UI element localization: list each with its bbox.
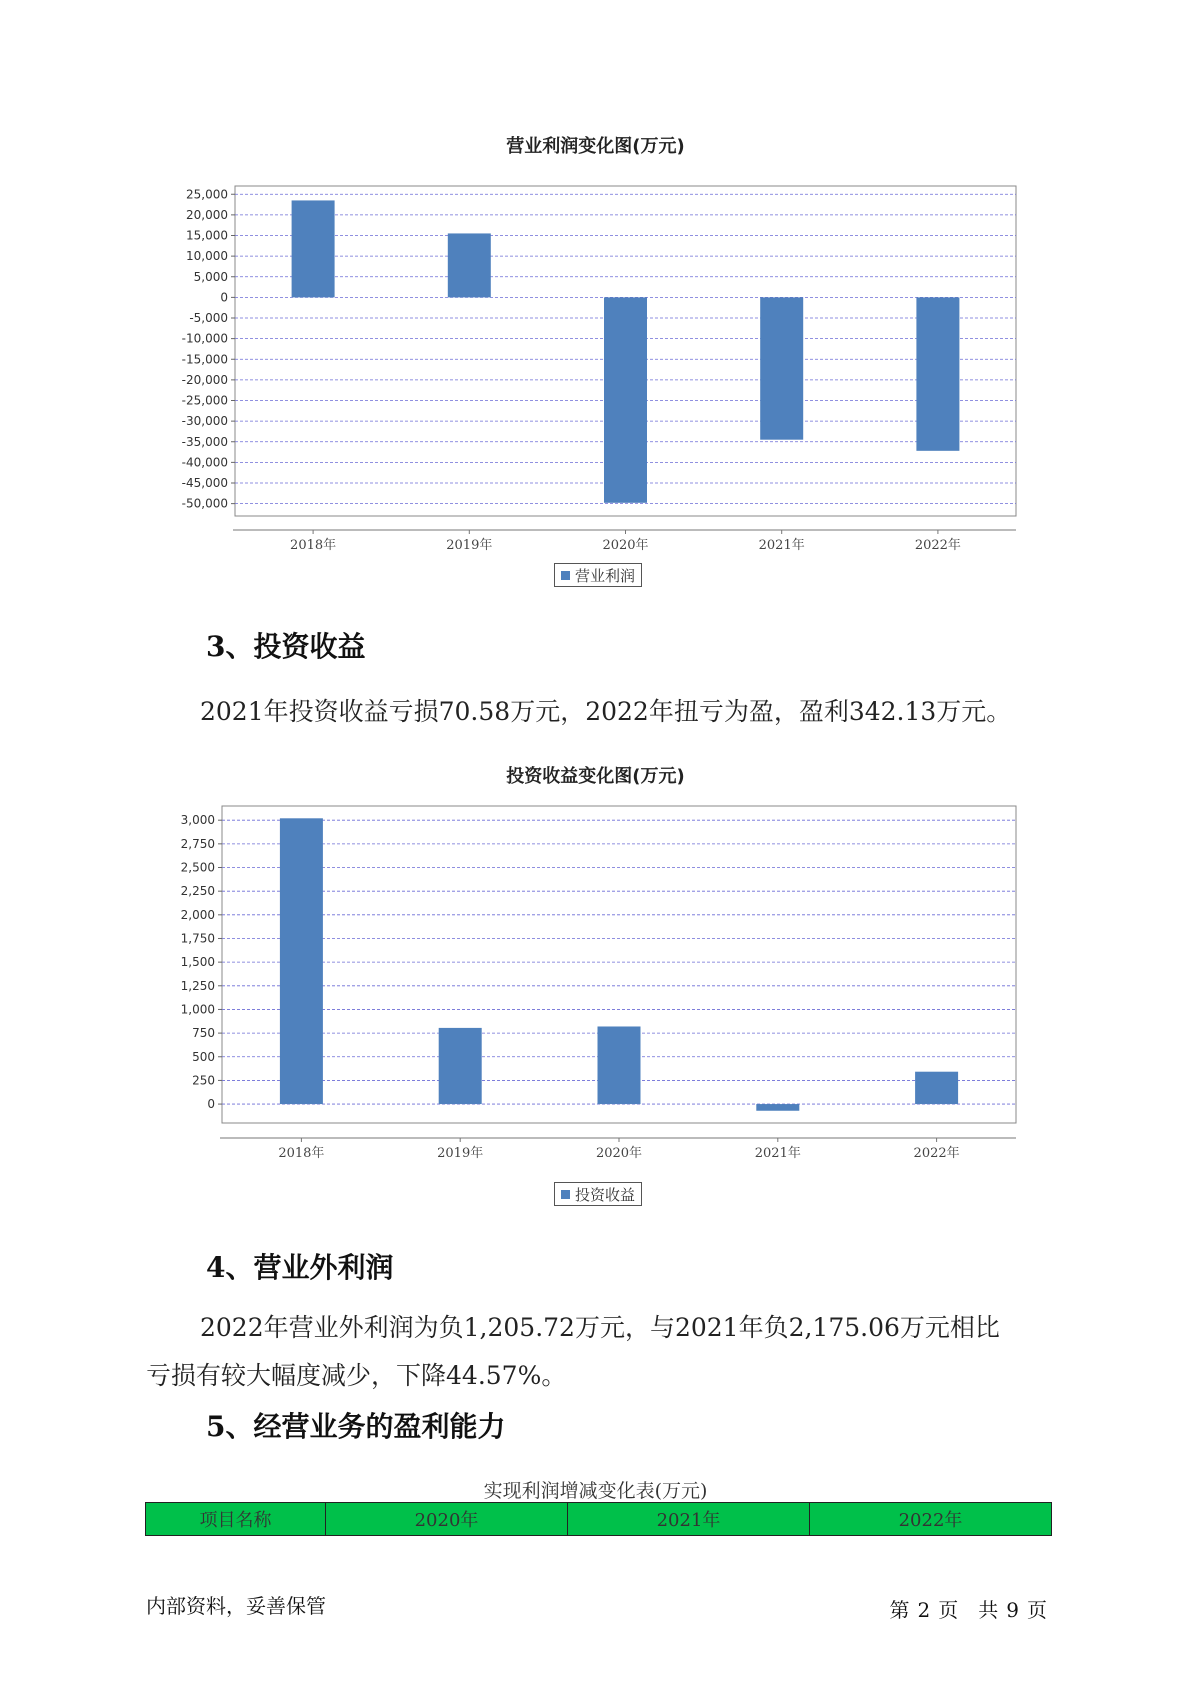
y-tick-label: -30,000 xyxy=(181,414,228,429)
y-tick-label: -20,000 xyxy=(181,372,228,387)
bar xyxy=(448,233,491,297)
y-tick-label: 10,000 xyxy=(186,249,228,264)
y-tick-label: 0 xyxy=(220,290,228,305)
x-tick-label: 2018年 xyxy=(278,1146,325,1161)
bar xyxy=(756,1104,799,1111)
table-header-cell: 2022年 xyxy=(810,1503,1052,1536)
chart1-legend-label: 营业利润 xyxy=(575,566,636,585)
x-tick-label: 2019年 xyxy=(437,1146,484,1161)
legend-swatch xyxy=(561,1190,570,1199)
page-suffix: 页 xyxy=(1027,1598,1047,1622)
chart2-legend xyxy=(554,1182,642,1206)
y-tick-label: 2,000 xyxy=(180,907,215,922)
y-tick-label: 3,000 xyxy=(180,813,215,828)
y-tick-label: 2,500 xyxy=(180,860,215,875)
x-tick-label: 2022年 xyxy=(913,1146,960,1161)
footer-page-number xyxy=(886,1594,1051,1623)
y-tick-label: 2,250 xyxy=(180,884,215,899)
profit-change-table xyxy=(145,1502,1052,1536)
y-tick-label: 25,000 xyxy=(186,187,228,202)
y-tick-label: 2,750 xyxy=(180,836,215,851)
y-tick-label: -15,000 xyxy=(181,352,228,367)
bar xyxy=(916,297,959,450)
bar xyxy=(604,297,647,502)
y-tick-label: 750 xyxy=(192,1026,215,1041)
chart2-title: 投资收益变化图(万元) xyxy=(506,766,685,787)
x-tick-label: 2021年 xyxy=(758,538,805,553)
bar xyxy=(760,297,803,439)
page-prefix: 第 xyxy=(889,1598,910,1622)
y-tick-label: 5,000 xyxy=(193,269,228,284)
y-tick-label: -50,000 xyxy=(181,496,228,511)
y-tick-label: -35,000 xyxy=(181,434,228,449)
legend-swatch xyxy=(561,571,570,580)
y-tick-label: 1,750 xyxy=(180,931,215,946)
table-header-cell: 2021年 xyxy=(568,1503,810,1536)
x-tick-label: 2019年 xyxy=(446,538,493,553)
page-current: 2 xyxy=(917,1598,931,1622)
investment-paragraph-text: 2021年投资收益亏损70.58万元，2022年扭亏为盈，盈利342.13万元。 xyxy=(200,697,1012,726)
y-tick-label: -10,000 xyxy=(181,331,228,346)
y-tick-label: 250 xyxy=(192,1073,215,1088)
chart1-title: 营业利润变化图(万元) xyxy=(506,136,685,157)
x-tick-label: 2018年 xyxy=(290,538,337,553)
table-header-cell: 2020年 xyxy=(326,1503,568,1536)
section-heading-investment: 3、投资收益 xyxy=(206,630,366,663)
chart2-legend-label: 投资收益 xyxy=(575,1185,636,1204)
operating-profit-chart xyxy=(0,160,1191,560)
y-tick-label: 1,000 xyxy=(180,1002,215,1017)
table-caption: 实现利润增减变化表(万元) xyxy=(483,1480,708,1502)
y-tick-label: 1,250 xyxy=(180,978,215,993)
chart1-legend xyxy=(554,563,642,587)
y-tick-label: -5,000 xyxy=(189,311,228,325)
table-header-cell: 项目名称 xyxy=(146,1503,326,1536)
investment-paragraph xyxy=(146,688,1051,736)
bar xyxy=(598,1026,641,1104)
non-operating-paragraph xyxy=(146,1304,1051,1400)
y-tick-label: 0 xyxy=(207,1097,215,1112)
y-tick-label: -40,000 xyxy=(181,455,228,470)
bar xyxy=(439,1028,482,1104)
bar xyxy=(915,1072,958,1104)
x-tick-label: 2020年 xyxy=(595,1146,643,1161)
bar xyxy=(292,200,335,297)
x-tick-label: 2022年 xyxy=(914,538,961,553)
y-tick-label: 15,000 xyxy=(186,228,228,243)
x-tick-label: 2021年 xyxy=(754,1146,801,1161)
y-tick-label: 20,000 xyxy=(186,207,228,222)
y-tick-label: -25,000 xyxy=(181,393,228,408)
non-operating-line1: 2022年营业外利润为负1,205.72万元，与2021年负2,175.06万元相比 xyxy=(200,1313,1000,1342)
y-tick-label: -45,000 xyxy=(181,476,228,490)
bar xyxy=(280,818,323,1104)
page-mid: 页 共 xyxy=(938,1598,999,1622)
investment-income-chart xyxy=(0,790,1191,1180)
page-total: 9 xyxy=(1006,1598,1019,1622)
x-tick-label: 2020年 xyxy=(602,538,649,553)
y-tick-label: 500 xyxy=(192,1049,215,1064)
y-tick-label: 1,500 xyxy=(180,955,215,970)
table-header-row xyxy=(146,1503,1052,1536)
section-heading-non-operating: 4、营业外利润 xyxy=(206,1251,394,1284)
footer-confidential-note: 内部资料，妥善保管 xyxy=(146,1594,326,1618)
section-heading-profitability: 5、经营业务的盈利能力 xyxy=(206,1410,506,1443)
non-operating-line2: 亏损有较大幅度减少，下降44.57%。 xyxy=(146,1361,567,1390)
